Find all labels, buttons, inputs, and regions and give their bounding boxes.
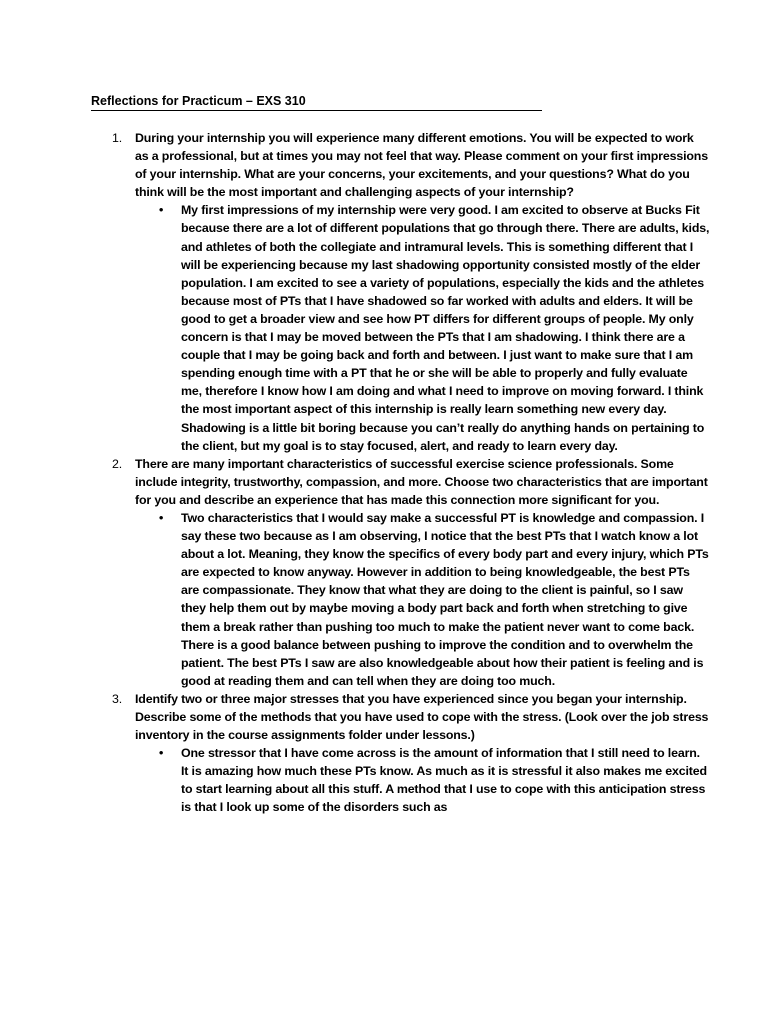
question-text: There are many important characteristics of successful exercise science professionals. Some include integrity, trustworthy, compassion, and more. Choose two characteristics that are important for you and describe an experience that has made this connection more significant for you.: [135, 456, 708, 507]
answer-text: My first impressions of my internship were very good. I am excited to observe at Bucks Fit because there are a lot of different populations that go through there. There are adults, kids, and athletes of both the collegiate and intramural levels. This is something different that I will be experiencing because my last shadowing opportunity consisted mostly of the elder population. I am excited to see a variety of populations, especially the kids and the athletes because most of PTs that I have shadowed so far worked with adults and elders. It will be good to get a broader view and see how PT differs for different groups of people. My only concern is that I may be moved between the PTs that I am shadowing. I think there are a couple that I may be going back and forth and between. I just want to make sure that I am spending enough time with a PT that he or she will be able to properly and fully evaluate me, therefore I know how I am doing and what I need to improve on moving forward. I think the most important aspect of this internship is really learn something new every day. Shadowing is a little bit boring because you can’t really do anything hands on pertaining to the client, but my goal is to stay focused, alert, and ready to learn every day.: [181, 203, 710, 453]
bullet-icon: •: [159, 510, 164, 525]
question-number: 1.: [112, 131, 123, 145]
question-text: Identify two or three major stresses that you have experienced since you began your internship. Describe some of the methods that you have used to cope with the stress. (Look over the job stress inventory in the course assignments folder under lessons.): [135, 691, 709, 743]
question-text: During your internship you will experience many different emotions. You will be expected to work as a professional, but at times you may not feel that way. Please comment on your first impressions of your internship. What are your concerns, your excitements, and your questions? What do you think will be the most important and challenging aspects of your internship?: [135, 131, 708, 200]
bullet-icon: •: [159, 203, 164, 218]
answer-item: [135, 509, 710, 690]
answer-list: [135, 201, 710, 454]
answer-list: [135, 509, 710, 690]
answer-item: [135, 201, 710, 454]
document-title: Reflections for Practicum – EXS 310: [91, 93, 542, 111]
question-item: [108, 690, 710, 817]
answer-item: [135, 744, 710, 816]
question-number: 3.: [112, 691, 123, 706]
answer-text: Two characteristics that I would say make a successful PT is knowledge and compassion. I say these two because as I am observing, I notice that the best PTs that I watch know a lot about a lot. Meaning, they know the specifics of every body part and every injury, which PTs are expected to know anyway. However in addition to being knowledgeable, the best PTs are compassionate. They know that what they are doing to the client is painful, so I saw they help them out by maybe moving a body part back and forth when stretching to give them a break rather than pushing too much to make the patient never want to come back. There is a good balance between pushing to improve the condition and to overwhelm the patient. The best PTs I saw are also knowledgeable about how their patient is feeling and is good at reading them and can tell when they are doing too much.: [181, 510, 709, 688]
question-list: [108, 129, 710, 817]
question-number: 2.: [112, 456, 123, 471]
question-item: [108, 129, 710, 455]
question-item: [108, 455, 710, 690]
bullet-icon: •: [159, 746, 164, 761]
answer-text: One stressor that I have come across is the amount of information that I still need to learn. It is amazing how much these PTs know. As much as it is stressful it also makes me excited to start learning about all this stuff. A method that I use to cope with this anticipation stress is that I look up some of the disorders such as: [181, 746, 707, 815]
answer-list: [135, 744, 710, 816]
